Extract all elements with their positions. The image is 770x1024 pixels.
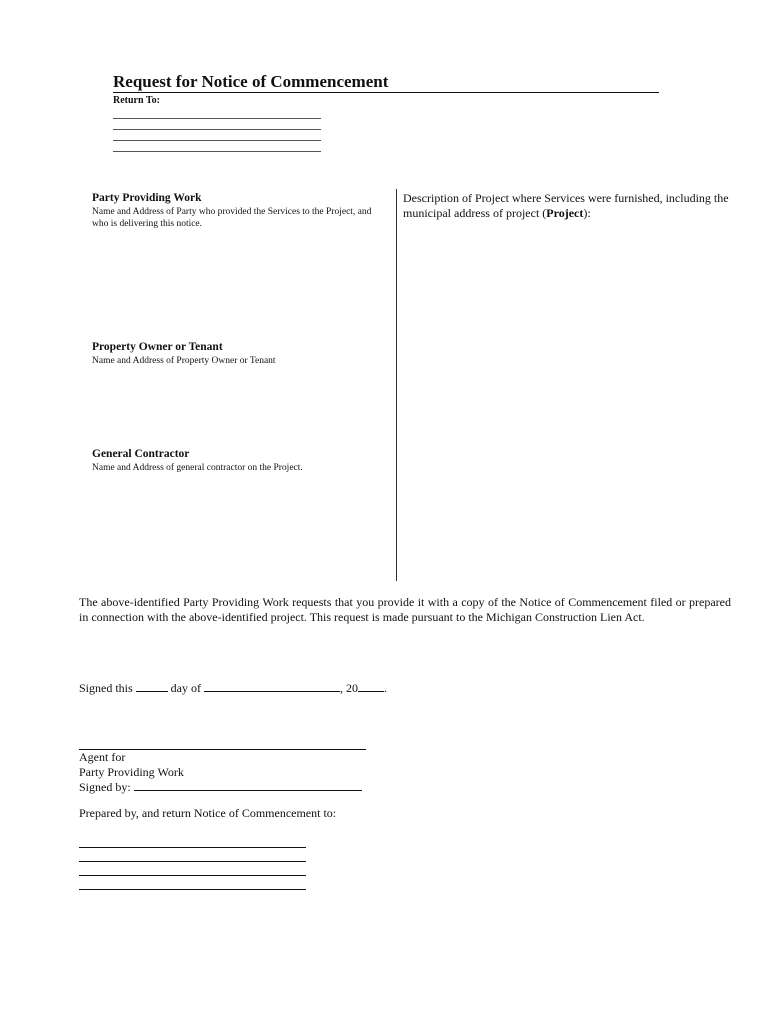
- project-description-text: Description of Project where Services were furnished, including the municipal address of project (: [403, 191, 729, 220]
- property-owner-heading: Property Owner or Tenant: [92, 341, 223, 353]
- project-description: [403, 191, 738, 221]
- party-providing-work-subtext: Name and Address of Party who provided the Services to the Project, and who is delivering this notice.: [92, 207, 372, 229]
- year-blank[interactable]: [358, 680, 384, 692]
- year-prefix: , 20: [340, 681, 358, 695]
- signed-by-label: Signed by:: [79, 780, 131, 794]
- agent-for-label: Agent for: [79, 750, 126, 764]
- signed-by-row: [79, 779, 362, 795]
- prepared-by-line-4[interactable]: [79, 889, 306, 890]
- project-description-end: ):: [583, 206, 591, 220]
- return-to-line-2[interactable]: [113, 129, 321, 130]
- signed-this-label: Signed this: [79, 681, 133, 695]
- month-blank[interactable]: [204, 680, 340, 692]
- return-to-label: Return To:: [113, 95, 160, 106]
- prepared-by-line-1[interactable]: [79, 847, 306, 848]
- day-of-label: day of: [170, 681, 201, 695]
- day-blank[interactable]: [136, 680, 168, 692]
- prepared-by-line-3[interactable]: [79, 875, 306, 876]
- request-paragraph: The above-identified Party Providing Work requests that you provide it with a copy of the Notice of Commencement filed or prepared in connection with the above-identified project. This request is made pursuant to the Michigan Construction Lien Act.: [79, 595, 731, 624]
- return-to-line-4[interactable]: [113, 151, 321, 152]
- property-owner-subtext: Name and Address of Property Owner or Tenant: [92, 356, 276, 366]
- title-underline: [113, 92, 659, 93]
- document-title: Request for Notice of Commencement: [113, 72, 389, 91]
- signed-by-blank[interactable]: [134, 779, 362, 791]
- general-contractor-heading: General Contractor: [92, 448, 190, 460]
- signed-date-line: [79, 680, 387, 696]
- column-divider: [396, 189, 397, 581]
- date-end-punct: .: [384, 681, 387, 695]
- party-providing-work-heading: Party Providing Work: [92, 192, 202, 204]
- project-term: Project: [546, 206, 584, 220]
- agent-block: [79, 750, 362, 795]
- agent-party-label: Party Providing Work: [79, 764, 184, 779]
- prepared-by-label: Prepared by, and return Notice of Commencement to:: [79, 806, 337, 820]
- prepared-by-line-2[interactable]: [79, 861, 306, 862]
- general-contractor-subtext: Name and Address of general contractor on the Project.: [92, 463, 303, 473]
- return-to-line-1[interactable]: [113, 118, 321, 119]
- return-to-line-3[interactable]: [113, 140, 321, 141]
